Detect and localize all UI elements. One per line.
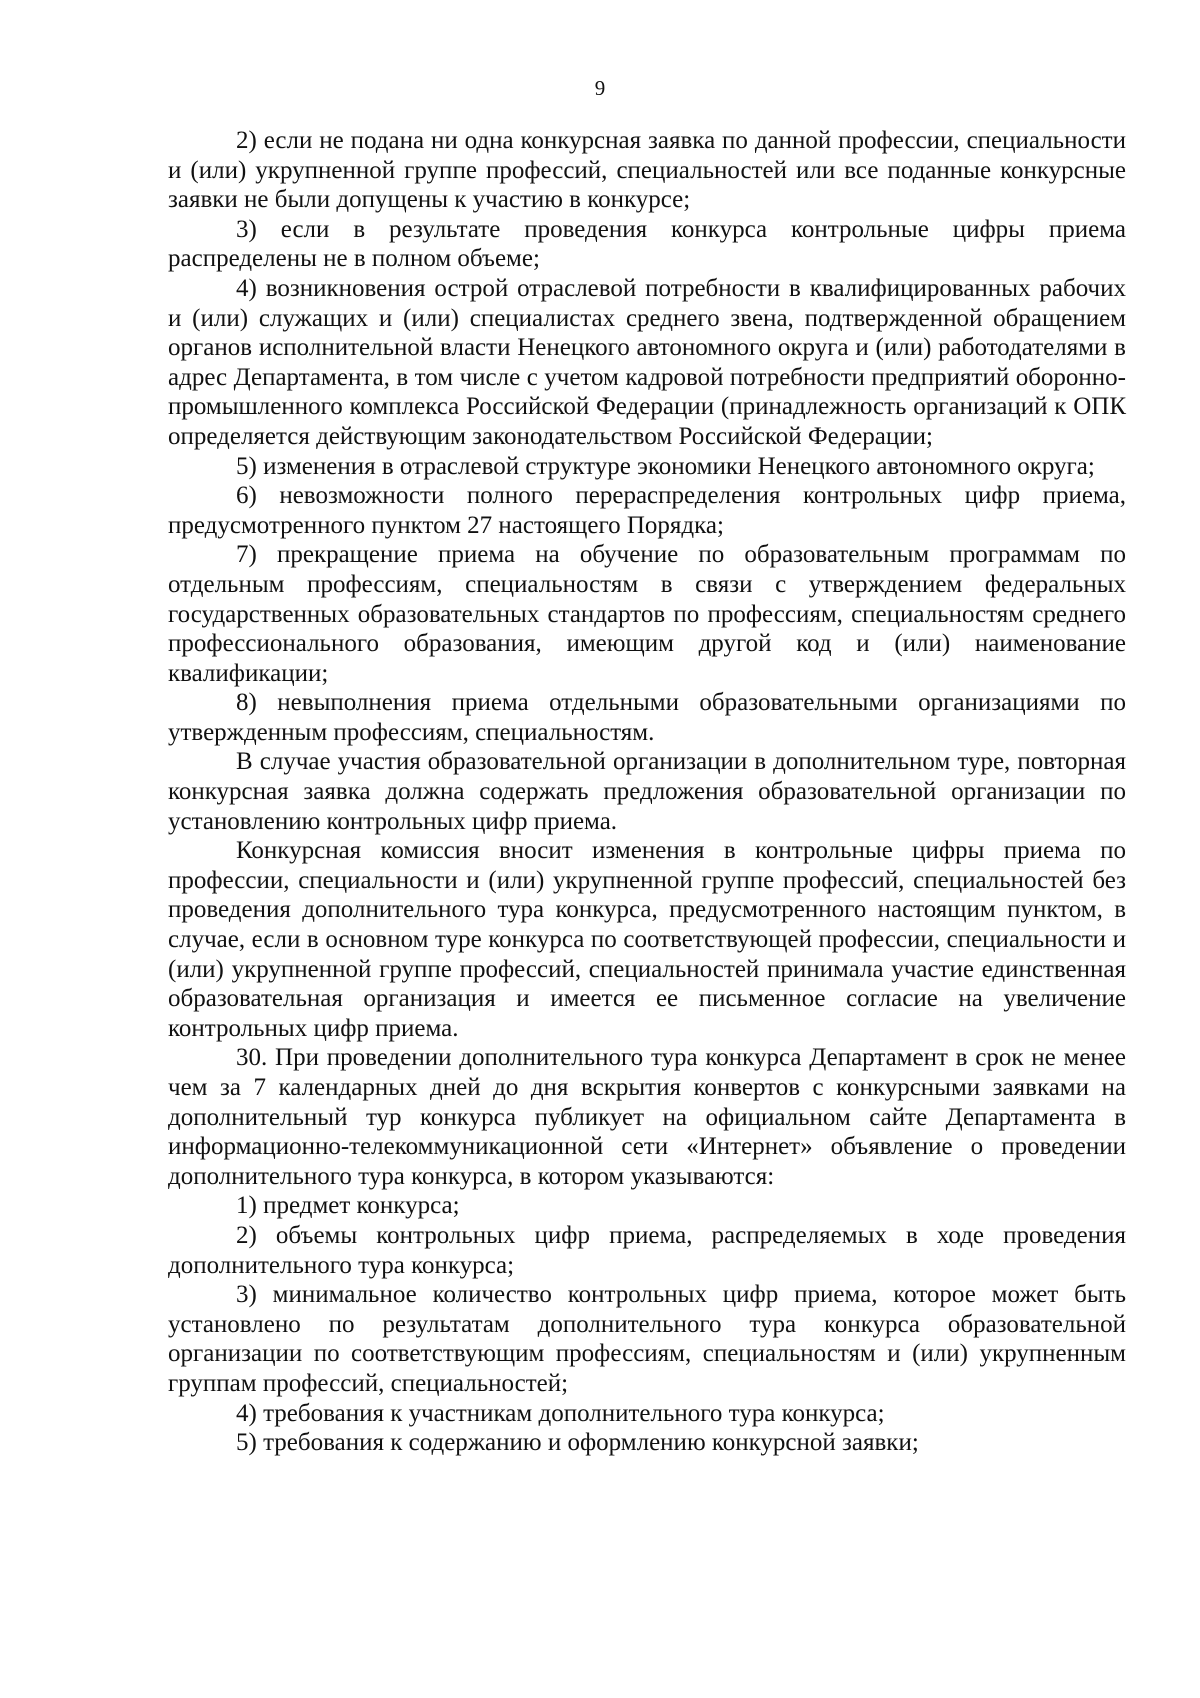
paragraph-subitem-1: 1) предмет конкурса; — [236, 1192, 460, 1220]
paragraph-subitem-5: 5) требования к содержанию и оформлению конкурсной заявки; — [236, 1429, 919, 1457]
page-number: 9 — [594, 76, 606, 100]
paragraph-commission-changes: Конкурсная комиссия вносит изменения в контрольные цифры приема по профессии, специальности и (или) укрупненной группе профессий, специальностей без проведения дополнительного тура конкурса, предусмотренного настоящим пунктом, в случае, если в основном туре конкурса по соответствующей профессии, специальности и (или) укрупненной группе профессий, специальностей принимала участие единственная образовательная организация и имеется ее письменное согласие на увеличение контрольных цифр приема. — [168, 837, 1126, 1042]
document-body — [168, 126, 1126, 1458]
paragraph-item-4: 4) возникновения острой отраслевой потребности в квалифицированных рабочих и (или) служащих и (или) специалистах среднего звена, подтвержденной обращением органов исполнительной власти Ненецкого автономного округа и (или) работодателями в адрес Департамента, в том числе с учетом кадровой потребности предприятий оборонно-промышленного комплекса Российской Федерации (принадлежность организаций к ОПК определяется действующим законодательством Российской Федерации; — [168, 274, 1126, 450]
paragraph-item-7: 7) прекращение приема на обучение по образовательным программам по отдельным профессиям, специальностям в связи с утверждением федеральных государственных образовательных стандартов по профессиям, специальностям среднего профессионального образования, имеющим другой код и (или) наименование квалификации; — [168, 541, 1126, 687]
paragraph-clause-30: 30. При проведении дополнительного тура конкурса Департамент в срок не менее чем за 7 календарных дней до дня вскрытия конвертов с конкурсными заявками на дополнительный тур конкурса публикует на официальном сайте Департамента в информационно-телекоммуникационной сети «Интернет» объявление о проведении дополнительного тура конкурса, в котором указываются: — [168, 1044, 1126, 1190]
paragraph-item-2: 2) если не подана ни одна конкурсная заявка по данной профессии, специальности и (или) укрупненной группе профессий, специальностей или все поданные конкурсные заявки не были допущены к участию в конкурсе; — [168, 127, 1126, 214]
paragraph-item-8: 8) невыполнения приема отдельными образовательными организациями по утвержденным профессиям, специальностям. — [168, 689, 1126, 746]
paragraph-item-5: 5) изменения в отраслевой структуре экономики Ненецкого автономного округа; — [236, 452, 1095, 480]
paragraph-additional-round: В случае участия образовательной организации в дополнительном туре, повторная конкурсная заявка должна содержать предложения образовательной организации по установлению контрольных цифр приема. — [168, 748, 1126, 835]
paragraph-subitem-4: 4) требования к участникам дополнительного тура конкурса; — [236, 1399, 885, 1427]
paragraph-item-6: 6) невозможности полного перераспределения контрольных цифр приема, предусмотренного пунктом 27 настоящего Порядка; — [168, 482, 1126, 539]
paragraph-subitem-3: 3) минимальное количество контрольных цифр приема, которое может быть установлено по результатам дополнительного тура конкурса образовательной организации по соответствующим профессиям, специальностям и (или) укрупненным группам профессий, специальностей; — [168, 1281, 1126, 1397]
paragraph-subitem-2: 2) объемы контрольных цифр приема, распределяемых в ходе проведения дополнительного тура конкурса; — [168, 1221, 1126, 1279]
paragraph-item-3: 3) если в результате проведения конкурса контрольные цифры приема распределены не в полном объеме; — [168, 215, 1126, 273]
